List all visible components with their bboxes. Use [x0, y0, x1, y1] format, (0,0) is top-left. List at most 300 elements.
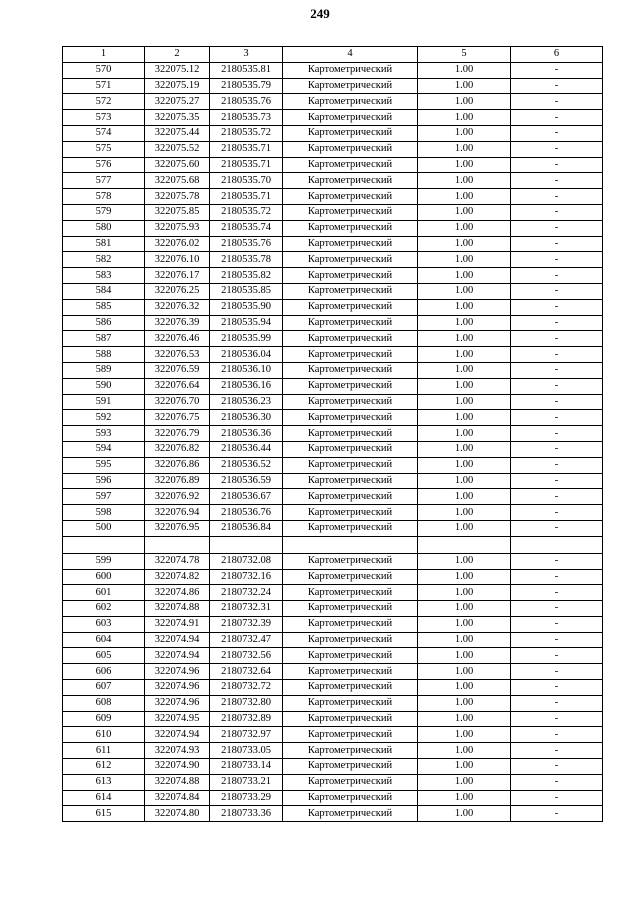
- table-cell: 1.00: [418, 378, 511, 394]
- table-cell: -: [511, 78, 603, 94]
- table-cell: 322076.94: [145, 505, 210, 521]
- table-cell: -: [511, 457, 603, 473]
- table-cell: 2180536.16: [210, 378, 283, 394]
- table-cell: 615: [63, 806, 145, 822]
- table-cell: 322075.93: [145, 220, 210, 236]
- table-row: [63, 110, 603, 126]
- table-cell: 2180536.67: [210, 489, 283, 505]
- table-cell: 1.00: [418, 110, 511, 126]
- table-cell: 322074.94: [145, 727, 210, 743]
- table-row: [63, 62, 603, 78]
- table-cell: 602: [63, 601, 145, 617]
- table-cell: Картометрический: [283, 616, 418, 632]
- table-cell: 2180536.30: [210, 410, 283, 426]
- table-cell: -: [511, 173, 603, 189]
- column-header: 4: [283, 47, 418, 63]
- table-cell: 322076.32: [145, 299, 210, 315]
- table-cell: Картометрический: [283, 110, 418, 126]
- table-cell: -: [511, 520, 603, 536]
- table-cell: 570: [63, 62, 145, 78]
- table-cell: 2180535.73: [210, 110, 283, 126]
- table-cell: -: [511, 394, 603, 410]
- table-cell: 322074.94: [145, 632, 210, 648]
- table-cell: Картометрический: [283, 711, 418, 727]
- table-cell: 1.00: [418, 727, 511, 743]
- table-cell: 598: [63, 505, 145, 521]
- column-header: 2: [145, 47, 210, 63]
- table-cell: 322074.95: [145, 711, 210, 727]
- table-row: [63, 362, 603, 378]
- column-header: 1: [63, 47, 145, 63]
- table-cell: 1.00: [418, 299, 511, 315]
- table-cell: 322076.25: [145, 283, 210, 299]
- table-cell: -: [511, 505, 603, 521]
- table-cell: -: [511, 220, 603, 236]
- table-cell: 322076.92: [145, 489, 210, 505]
- table-cell: 1.00: [418, 648, 511, 664]
- table-cell: 1.00: [418, 473, 511, 489]
- table-cell: Картометрический: [283, 283, 418, 299]
- table-cell: 1.00: [418, 711, 511, 727]
- table-cell: Картометрический: [283, 204, 418, 220]
- table-row: [63, 632, 603, 648]
- table-cell: 610: [63, 727, 145, 743]
- table-cell: 322075.85: [145, 204, 210, 220]
- table-cell: -: [511, 473, 603, 489]
- table-cell: -: [511, 648, 603, 664]
- table-cell: 1.00: [418, 252, 511, 268]
- table-row: [63, 347, 603, 363]
- table-cell: -: [511, 204, 603, 220]
- table-cell: 322075.27: [145, 94, 210, 110]
- table-cell: 1.00: [418, 790, 511, 806]
- table-cell: 322075.35: [145, 110, 210, 126]
- table-row: [63, 378, 603, 394]
- table-row: [63, 648, 603, 664]
- table-cell: 588: [63, 347, 145, 363]
- table-cell: [145, 536, 210, 553]
- table-cell: 322076.79: [145, 426, 210, 442]
- table-cell: 2180535.74: [210, 220, 283, 236]
- table-row: [63, 536, 603, 553]
- table-cell: Картометрический: [283, 774, 418, 790]
- table-row: [63, 664, 603, 680]
- table-cell: 1.00: [418, 616, 511, 632]
- table-cell: 2180535.78: [210, 252, 283, 268]
- table-row: [63, 505, 603, 521]
- table-cell: -: [511, 236, 603, 252]
- table-cell: 322075.19: [145, 78, 210, 94]
- table-cell: Картометрический: [283, 252, 418, 268]
- table-cell: 1.00: [418, 394, 511, 410]
- table-cell: 2180535.82: [210, 268, 283, 284]
- table-cell: 322074.96: [145, 664, 210, 680]
- table-cell: 322076.70: [145, 394, 210, 410]
- table-cell: 1.00: [418, 141, 511, 157]
- table-cell: 2180536.84: [210, 520, 283, 536]
- table-cell: 2180536.76: [210, 505, 283, 521]
- table-cell: 609: [63, 711, 145, 727]
- table-cell: [418, 536, 511, 553]
- table-cell: 1.00: [418, 268, 511, 284]
- page-number: 249: [310, 6, 330, 21]
- table-cell: -: [511, 632, 603, 648]
- table-cell: 1.00: [418, 236, 511, 252]
- table-cell: -: [511, 585, 603, 601]
- table-cell: -: [511, 141, 603, 157]
- table-cell: 2180535.71: [210, 189, 283, 205]
- table-cell: 2180535.99: [210, 331, 283, 347]
- table-cell: 2180535.72: [210, 204, 283, 220]
- table-cell: 322076.02: [145, 236, 210, 252]
- table-cell: 1.00: [418, 347, 511, 363]
- table-cell: Картометрический: [283, 362, 418, 378]
- table-row: [63, 806, 603, 822]
- table-cell: 572: [63, 94, 145, 110]
- table-cell: 322075.44: [145, 125, 210, 141]
- table-cell: 2180732.72: [210, 680, 283, 696]
- table-cell: 576: [63, 157, 145, 173]
- table-cell: 2180732.80: [210, 695, 283, 711]
- table-cell: 2180535.71: [210, 141, 283, 157]
- table-row: [63, 759, 603, 775]
- table-cell: 608: [63, 695, 145, 711]
- table-cell: 322076.75: [145, 410, 210, 426]
- table-cell: 584: [63, 283, 145, 299]
- table-cell: 1.00: [418, 680, 511, 696]
- table-row: [63, 616, 603, 632]
- table-row: [63, 252, 603, 268]
- table-cell: 573: [63, 110, 145, 126]
- table-cell: Картометрический: [283, 759, 418, 775]
- table-cell: 322074.96: [145, 680, 210, 696]
- table-cell: 594: [63, 441, 145, 457]
- table-row: [63, 157, 603, 173]
- table-cell: 595: [63, 457, 145, 473]
- table-cell: 322074.94: [145, 648, 210, 664]
- table-cell: 1.00: [418, 62, 511, 78]
- table-cell: -: [511, 743, 603, 759]
- table-cell: 322076.39: [145, 315, 210, 331]
- table-cell: 1.00: [418, 315, 511, 331]
- table-cell: 2180732.31: [210, 601, 283, 617]
- table-cell: 2180732.89: [210, 711, 283, 727]
- table-row: [63, 283, 603, 299]
- table-cell: 1.00: [418, 759, 511, 775]
- table-cell: [511, 536, 603, 553]
- table-cell: 604: [63, 632, 145, 648]
- table-row: [63, 299, 603, 315]
- table-cell: 2180732.97: [210, 727, 283, 743]
- table-cell: 322076.10: [145, 252, 210, 268]
- table-row: [63, 711, 603, 727]
- table-row: [63, 743, 603, 759]
- table-cell: 2180535.85: [210, 283, 283, 299]
- table-cell: Картометрический: [283, 220, 418, 236]
- table-cell: 1.00: [418, 204, 511, 220]
- table-cell: -: [511, 790, 603, 806]
- table-cell: 322076.59: [145, 362, 210, 378]
- table-row: [63, 236, 603, 252]
- table-row: [63, 553, 603, 569]
- table-row: [63, 774, 603, 790]
- coordinates-table: [62, 46, 603, 822]
- table-cell: 1.00: [418, 441, 511, 457]
- table-cell: 587: [63, 331, 145, 347]
- table-cell: 612: [63, 759, 145, 775]
- table-cell: 322074.80: [145, 806, 210, 822]
- table-cell: 1.00: [418, 426, 511, 442]
- table-cell: Картометрический: [283, 489, 418, 505]
- table-cell: -: [511, 125, 603, 141]
- table-cell: 2180535.71: [210, 157, 283, 173]
- table-cell: 1.00: [418, 505, 511, 521]
- table-cell: 2180732.56: [210, 648, 283, 664]
- table-cell: 575: [63, 141, 145, 157]
- table-cell: 2180732.39: [210, 616, 283, 632]
- table-body: [63, 62, 603, 821]
- table-cell: Картометрический: [283, 315, 418, 331]
- table-cell: 1.00: [418, 173, 511, 189]
- table-cell: Картометрический: [283, 553, 418, 569]
- table-cell: 607: [63, 680, 145, 696]
- table-cell: 1.00: [418, 94, 511, 110]
- table-cell: 611: [63, 743, 145, 759]
- table-cell: -: [511, 62, 603, 78]
- table-cell: 579: [63, 204, 145, 220]
- table-row: [63, 220, 603, 236]
- table-cell: 1.00: [418, 632, 511, 648]
- table-cell: 322074.88: [145, 774, 210, 790]
- table-cell: 596: [63, 473, 145, 489]
- table-cell: 2180732.64: [210, 664, 283, 680]
- table-row: [63, 94, 603, 110]
- table-cell: 571: [63, 78, 145, 94]
- table-cell: 1.00: [418, 806, 511, 822]
- table-cell: 600: [63, 569, 145, 585]
- table-cell: 2180536.44: [210, 441, 283, 457]
- table-cell: 578: [63, 189, 145, 205]
- table-row: [63, 141, 603, 157]
- table-cell: Картометрический: [283, 331, 418, 347]
- table-cell: 593: [63, 426, 145, 442]
- table-cell: Картометрический: [283, 743, 418, 759]
- table-cell: 585: [63, 299, 145, 315]
- table-row: [63, 457, 603, 473]
- table-cell: 2180733.14: [210, 759, 283, 775]
- table-cell: 2180535.72: [210, 125, 283, 141]
- table-cell: 322076.17: [145, 268, 210, 284]
- table-cell: -: [511, 189, 603, 205]
- table-cell: 322074.84: [145, 790, 210, 806]
- table-cell: -: [511, 268, 603, 284]
- table-cell: 2180536.10: [210, 362, 283, 378]
- table-cell: 2180733.05: [210, 743, 283, 759]
- table-cell: 2180535.81: [210, 62, 283, 78]
- column-header: 6: [511, 47, 603, 63]
- table-row: [63, 727, 603, 743]
- table-cell: -: [511, 362, 603, 378]
- table-cell: 605: [63, 648, 145, 664]
- table-cell: 322076.95: [145, 520, 210, 536]
- table-row: [63, 394, 603, 410]
- table-cell: Картометрический: [283, 78, 418, 94]
- table-cell: Картометрический: [283, 505, 418, 521]
- column-header: 3: [210, 47, 283, 63]
- table-cell: Картометрический: [283, 790, 418, 806]
- table-cell: 2180732.47: [210, 632, 283, 648]
- table-cell: -: [511, 94, 603, 110]
- table-cell: 322074.93: [145, 743, 210, 759]
- table-cell: 1.00: [418, 520, 511, 536]
- table-cell: Картометрический: [283, 457, 418, 473]
- table-cell: Картометрический: [283, 268, 418, 284]
- table-cell: -: [511, 616, 603, 632]
- table-row: [63, 601, 603, 617]
- table-row: [63, 585, 603, 601]
- table-cell: -: [511, 299, 603, 315]
- table-cell: 606: [63, 664, 145, 680]
- table-cell: 1.00: [418, 331, 511, 347]
- table-cell: Картометрический: [283, 410, 418, 426]
- table-cell: 1.00: [418, 220, 511, 236]
- table-row: [63, 569, 603, 585]
- table-cell: -: [511, 774, 603, 790]
- table-cell: 322074.91: [145, 616, 210, 632]
- table-cell: 581: [63, 236, 145, 252]
- table-cell: 599: [63, 553, 145, 569]
- table-cell: 589: [63, 362, 145, 378]
- table-cell: 500: [63, 520, 145, 536]
- table-cell: 2180732.24: [210, 585, 283, 601]
- table-cell: 322074.86: [145, 585, 210, 601]
- table-cell: Картометрический: [283, 473, 418, 489]
- table-cell: 322074.82: [145, 569, 210, 585]
- table-cell: Картометрический: [283, 141, 418, 157]
- table-cell: 322076.82: [145, 441, 210, 457]
- table-cell: Картометрический: [283, 378, 418, 394]
- table-row: [63, 173, 603, 189]
- table-cell: 2180732.16: [210, 569, 283, 585]
- table-cell: Картометрический: [283, 125, 418, 141]
- table-cell: Картометрический: [283, 189, 418, 205]
- table-cell: 322075.78: [145, 189, 210, 205]
- table-cell: 586: [63, 315, 145, 331]
- table-row: [63, 268, 603, 284]
- table-cell: 2180536.59: [210, 473, 283, 489]
- table-cell: 322074.88: [145, 601, 210, 617]
- table-row: [63, 189, 603, 205]
- table-cell: 322076.46: [145, 331, 210, 347]
- table-cell: Картометрический: [283, 62, 418, 78]
- table-cell: -: [511, 441, 603, 457]
- table-cell: Картометрический: [283, 601, 418, 617]
- table-cell: -: [511, 331, 603, 347]
- table-row: [63, 331, 603, 347]
- column-header: 5: [418, 47, 511, 63]
- table-cell: 1.00: [418, 601, 511, 617]
- table-cell: 574: [63, 125, 145, 141]
- table-cell: 1.00: [418, 283, 511, 299]
- table-row: [63, 125, 603, 141]
- table-cell: 601: [63, 585, 145, 601]
- table-cell: 322075.60: [145, 157, 210, 173]
- table-cell: -: [511, 378, 603, 394]
- table-cell: [210, 536, 283, 553]
- table-cell: 2180733.29: [210, 790, 283, 806]
- table-cell: 1.00: [418, 410, 511, 426]
- table-cell: -: [511, 426, 603, 442]
- table-cell: 1.00: [418, 695, 511, 711]
- table-cell: -: [511, 601, 603, 617]
- table-cell: 1.00: [418, 553, 511, 569]
- table-cell: -: [511, 110, 603, 126]
- table-cell: 2180535.90: [210, 299, 283, 315]
- table-cell: 2180535.79: [210, 78, 283, 94]
- table-cell: 577: [63, 173, 145, 189]
- table-cell: 2180535.76: [210, 94, 283, 110]
- table-cell: 613: [63, 774, 145, 790]
- table-cell: Картометрический: [283, 648, 418, 664]
- table-row: [63, 695, 603, 711]
- table-cell: 322075.52: [145, 141, 210, 157]
- table-cell: Картометрический: [283, 394, 418, 410]
- table-cell: 322076.53: [145, 347, 210, 363]
- table-cell: 1.00: [418, 125, 511, 141]
- table-row: [63, 315, 603, 331]
- table-cell: -: [511, 315, 603, 331]
- table-row: [63, 426, 603, 442]
- table-cell: 590: [63, 378, 145, 394]
- table-cell: 2180536.23: [210, 394, 283, 410]
- table-cell: -: [511, 553, 603, 569]
- table-row: [63, 473, 603, 489]
- table-cell: 1.00: [418, 664, 511, 680]
- table-row: [63, 489, 603, 505]
- table-cell: 582: [63, 252, 145, 268]
- table-cell: Картометрический: [283, 157, 418, 173]
- table-cell: -: [511, 489, 603, 505]
- table-cell: 2180536.52: [210, 457, 283, 473]
- table-row: [63, 680, 603, 696]
- table-cell: 591: [63, 394, 145, 410]
- table-row: [63, 78, 603, 94]
- table-cell: 322076.89: [145, 473, 210, 489]
- table-row: [63, 790, 603, 806]
- table-cell: -: [511, 252, 603, 268]
- table-cell: 603: [63, 616, 145, 632]
- table-cell: Картометрический: [283, 632, 418, 648]
- table-cell: -: [511, 410, 603, 426]
- table-cell: 1.00: [418, 189, 511, 205]
- table-cell: 2180535.70: [210, 173, 283, 189]
- table-row: [63, 520, 603, 536]
- table-cell: 597: [63, 489, 145, 505]
- table-cell: -: [511, 283, 603, 299]
- table-cell: [63, 536, 145, 553]
- table-cell: Картометрический: [283, 426, 418, 442]
- table-cell: -: [511, 680, 603, 696]
- table-cell: Картометрический: [283, 299, 418, 315]
- table-cell: 322074.90: [145, 759, 210, 775]
- table-row: [63, 204, 603, 220]
- table-cell: 2180535.76: [210, 236, 283, 252]
- table-row: [63, 441, 603, 457]
- table-cell: -: [511, 695, 603, 711]
- table-cell: 592: [63, 410, 145, 426]
- table-cell: 2180732.08: [210, 553, 283, 569]
- table-cell: 2180733.21: [210, 774, 283, 790]
